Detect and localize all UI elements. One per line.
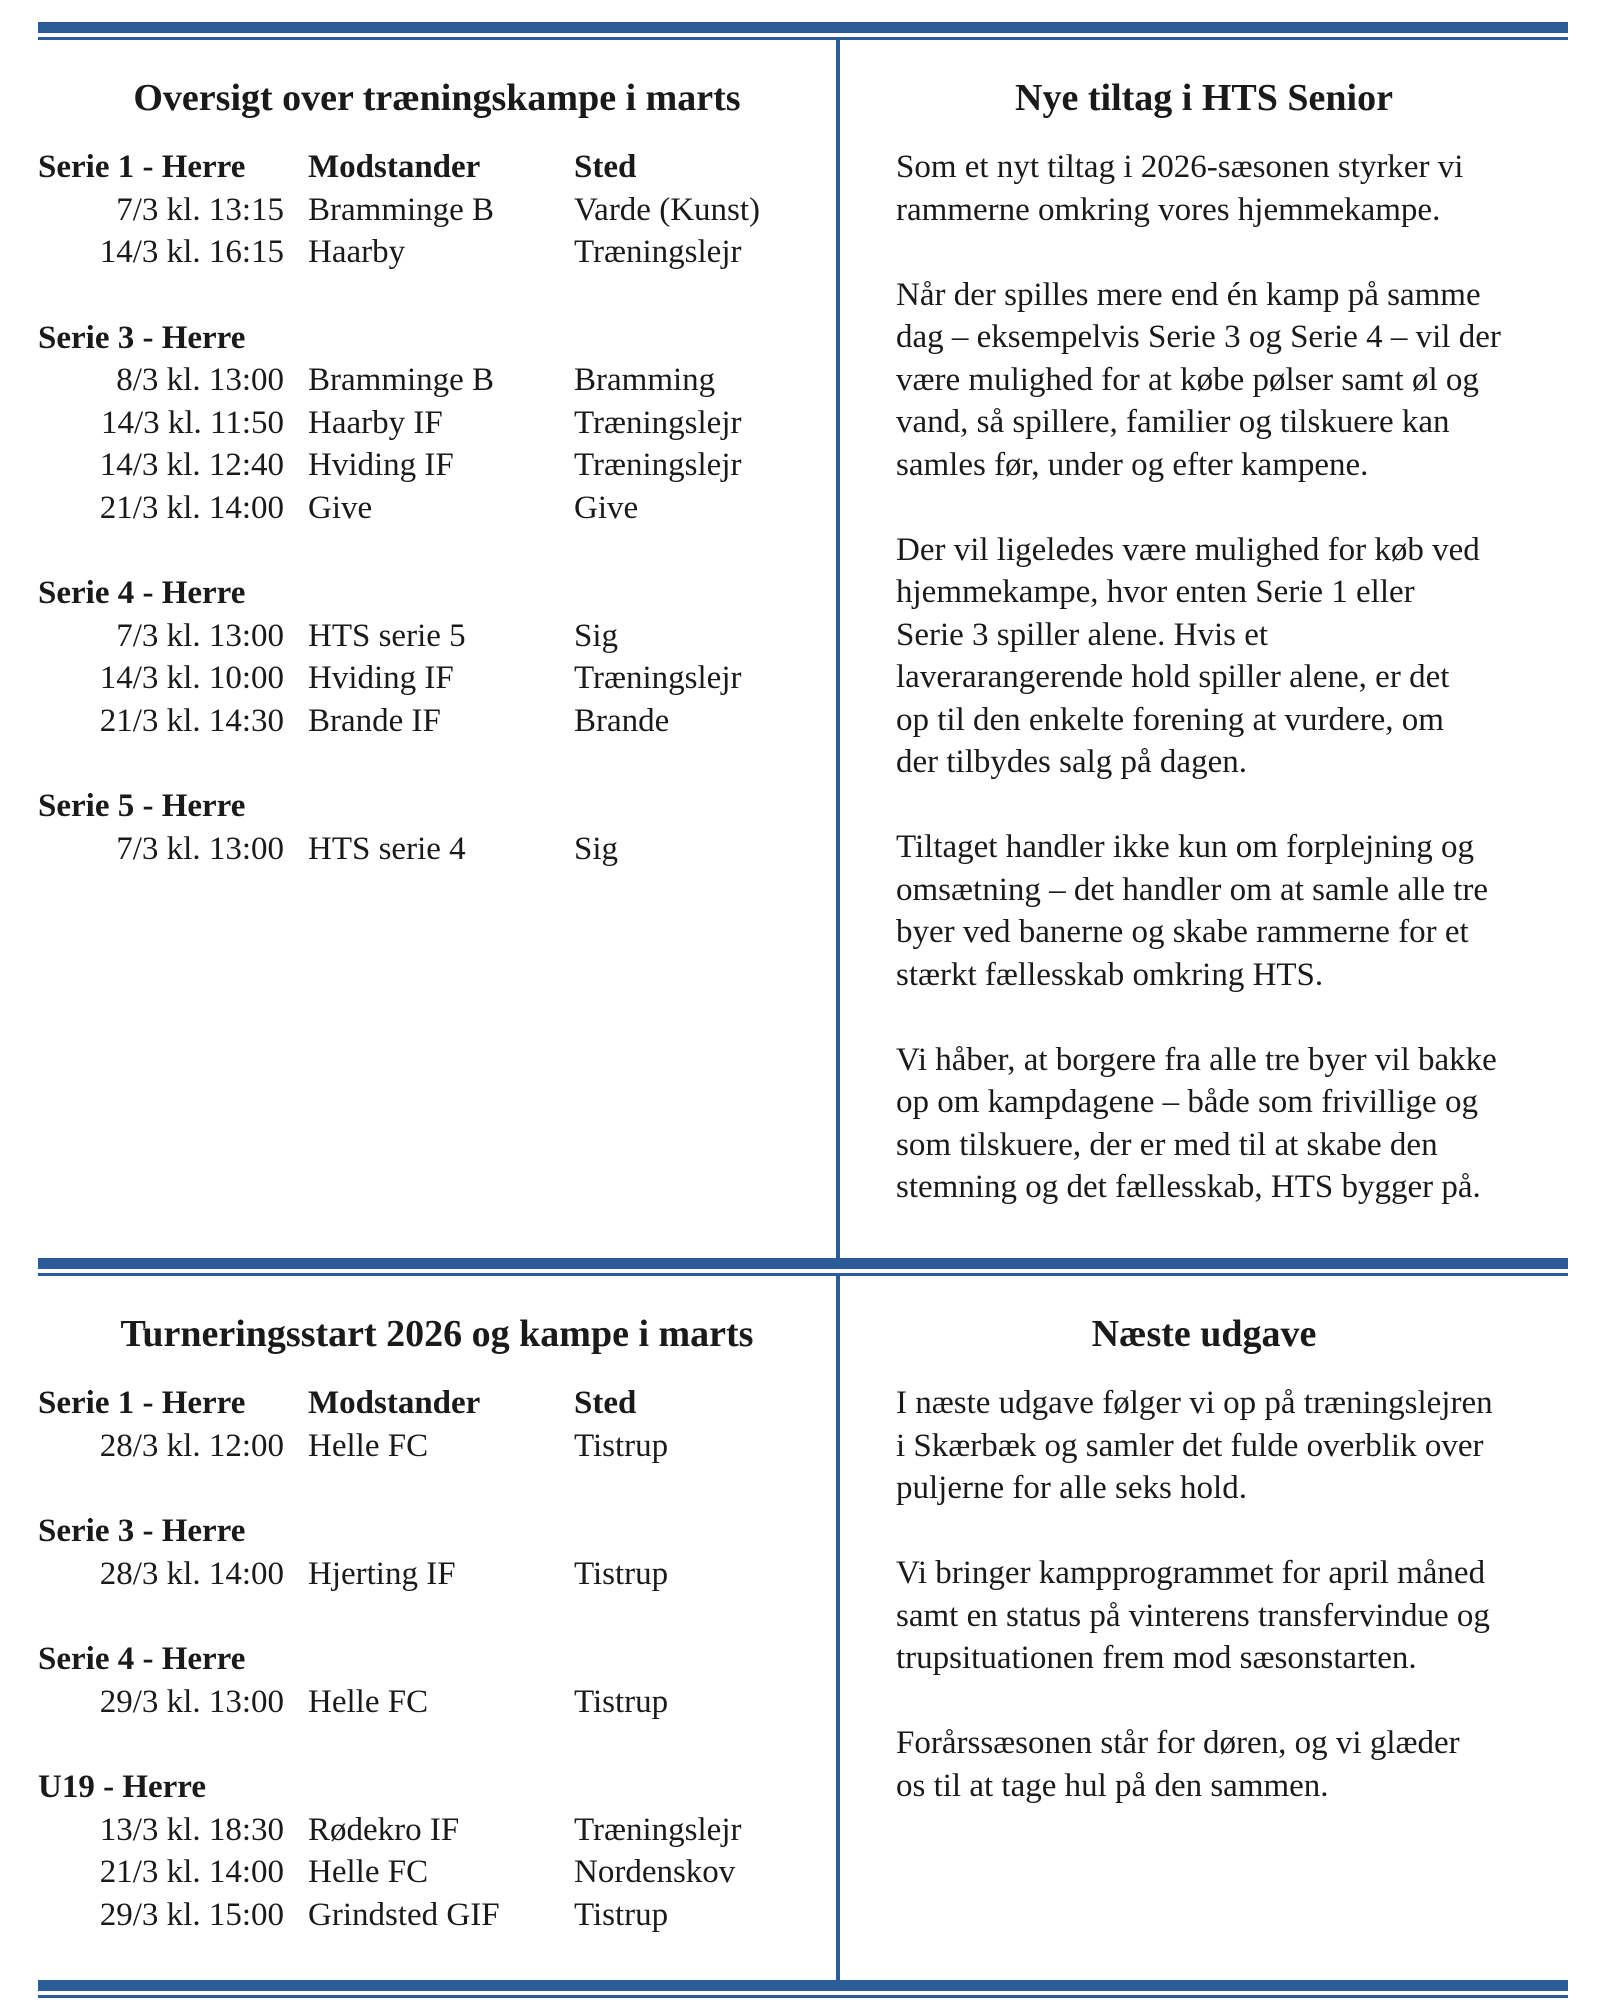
next-issue-text	[896, 1382, 1568, 1807]
match-place: Træningslejr	[574, 447, 742, 483]
match-place: Varde (Kunst)	[574, 191, 761, 228]
match-opponent: Grindsted GIF	[308, 1896, 500, 1933]
column-header-place: Sted	[574, 149, 637, 185]
match-place: Give	[574, 489, 639, 526]
match-place: Bramming	[574, 362, 716, 398]
training-title: Oversigt over træningskampe i marts	[133, 77, 741, 119]
match-place: Brande	[574, 702, 670, 739]
header-row	[38, 1382, 836, 1425]
text-line: Forårssæsonen står for døren, og vi glæder	[896, 1725, 1460, 1761]
match-time: 21/3 kl. 14:00	[99, 1854, 284, 1890]
match-row	[38, 189, 836, 232]
text-line: Der vil ligeledes være mulighed for køb ved	[896, 531, 1480, 568]
top-divider	[38, 22, 1568, 40]
match-opponent: Bramminge B	[308, 362, 495, 398]
match-row	[38, 615, 836, 658]
match-opponent: Haarby IF	[308, 404, 443, 441]
initiatives-title: Nye tiltag i HTS Senior	[1015, 77, 1393, 119]
group-gap	[38, 529, 836, 572]
tournament-schedule	[38, 1382, 836, 1936]
match-row	[38, 1894, 836, 1937]
text-line: hjemmekampe, hvor enten Serie 1 eller	[896, 574, 1415, 610]
text-line: samles før, under og efter kampene.	[896, 446, 1369, 483]
text-line: os til at tage hul på den sammen.	[896, 1767, 1329, 1804]
match-row	[38, 1553, 836, 1596]
paragraph	[896, 1722, 1568, 1807]
match-time: 13/3 kl. 18:30	[99, 1811, 284, 1848]
middle-divider	[38, 1258, 1568, 1276]
group-title: Serie 1 - Herre	[38, 1385, 246, 1421]
match-opponent: Haarby	[308, 234, 406, 270]
match-time: 28/3 kl. 12:00	[99, 1427, 284, 1464]
match-opponent: Brande IF	[308, 702, 441, 739]
group-gap	[38, 742, 836, 785]
text-line: stærkt fællesskab omkring HTS.	[896, 956, 1324, 993]
text-line: vand, så spillere, familier og tilskuere kan	[896, 404, 1450, 440]
match-opponent: Helle FC	[308, 1854, 429, 1890]
group-title: Serie 5 - Herre	[38, 788, 246, 824]
match-row	[38, 1809, 836, 1852]
match-row	[38, 444, 836, 487]
match-opponent: HTS serie 5	[308, 617, 466, 654]
match-opponent: Bramminge B	[308, 191, 495, 228]
paragraph	[896, 1552, 1568, 1680]
text-line: Vi bringer kampprogrammet for april måned	[896, 1555, 1486, 1591]
match-time: 14/3 kl. 12:40	[99, 447, 284, 483]
match-time: 29/3 kl. 13:00	[99, 1683, 284, 1720]
paragraph	[896, 274, 1568, 487]
tournament-panel	[38, 1276, 836, 1936]
match-time: 21/3 kl. 14:30	[99, 702, 284, 739]
group-gap	[38, 1595, 836, 1638]
group-title: Serie 4 - Herre	[38, 575, 246, 611]
text-line: i Skærbæk og samler det fulde overblik over	[896, 1427, 1484, 1464]
match-row	[38, 1681, 836, 1724]
match-row	[38, 1851, 836, 1894]
text-line: stemning og det fællesskab, HTS bygger på.	[896, 1169, 1481, 1205]
text-line: Vi håber, at borgere fra alle tre byer vil bakke	[896, 1041, 1497, 1078]
group-title: U19 - Herre	[38, 1769, 206, 1805]
match-time: 7/3 kl. 13:00	[116, 830, 284, 867]
match-place: Tistrup	[574, 1683, 669, 1720]
match-row	[38, 657, 836, 700]
text-line: byer ved banerne og skabe rammerne for et	[896, 914, 1469, 950]
match-row	[38, 487, 836, 530]
match-time: 28/3 kl. 14:00	[99, 1555, 284, 1592]
text-line: op om kampdagene – både som frivillige og	[896, 1084, 1478, 1120]
text-line: op til den enkelte forening at vurdere, om	[896, 701, 1444, 738]
match-place: Træningslejr	[574, 1811, 742, 1848]
match-place: Sig	[574, 830, 619, 867]
text-line: Serie 3 spiller alene. Hvis et	[896, 616, 1269, 653]
match-row	[38, 700, 836, 743]
match-opponent: Helle FC	[308, 1427, 429, 1464]
match-row	[38, 402, 836, 445]
group-gap	[38, 274, 836, 317]
paragraph	[896, 1039, 1568, 1209]
text-line: omsætning – det handler om at samle alle tre	[896, 871, 1489, 908]
next-issue-panel	[840, 1276, 1568, 1850]
group-title: Serie 1 - Herre	[38, 149, 246, 185]
bottom-divider	[38, 1980, 1568, 1998]
match-opponent: Hviding IF	[308, 660, 454, 696]
group-title: Serie 3 - Herre	[38, 319, 246, 356]
column-header-opponent: Modstander	[308, 1385, 481, 1421]
match-opponent: Give	[308, 489, 373, 526]
match-place: Tistrup	[574, 1555, 669, 1592]
text-line: rammerne omkring vores hjemmekampe.	[896, 191, 1441, 228]
text-line: være mulighed for at købe pølser samt øl og	[896, 361, 1479, 398]
match-place: Nordenskov	[574, 1854, 736, 1890]
match-row	[38, 1425, 836, 1468]
match-place: Tistrup	[574, 1427, 669, 1464]
paragraph	[896, 146, 1568, 231]
group-title: Serie 3 - Herre	[38, 1513, 246, 1549]
text-line: der tilbydes salg på dagen.	[896, 744, 1247, 780]
text-line: trupsituationen frem mod sæsonstarten.	[896, 1640, 1417, 1676]
match-row	[38, 828, 836, 871]
next-issue-title: Næste udgave	[1091, 1313, 1317, 1355]
paragraph	[896, 529, 1568, 784]
text-line: Når der spilles mere end én kamp på samme	[896, 276, 1481, 313]
text-line: I næste udgave følger vi op på træningslejren	[896, 1385, 1493, 1421]
match-opponent: Helle FC	[308, 1683, 429, 1720]
text-line: puljerne for alle seks hold.	[896, 1470, 1247, 1506]
match-place: Tistrup	[574, 1896, 669, 1933]
text-line: dag – eksempelvis Serie 3 og Serie 4 – vil der	[896, 319, 1501, 355]
match-time: 7/3 kl. 13:00	[116, 617, 284, 654]
match-opponent: Hjerting IF	[308, 1555, 456, 1592]
training-matches-panel	[38, 40, 836, 870]
match-time: 21/3 kl. 14:00	[99, 489, 284, 526]
match-opponent: Rødekro IF	[308, 1811, 460, 1848]
column-header-opponent: Modstander	[308, 149, 481, 185]
text-line: samt en status på vinterens transfervindue og	[896, 1597, 1490, 1634]
match-place: Sig	[574, 617, 619, 654]
match-time: 14/3 kl. 16:15	[99, 234, 284, 270]
match-opponent: HTS serie 4	[308, 830, 466, 867]
tournament-title: Turneringsstart 2026 og kampe i marts	[120, 1313, 754, 1355]
match-time: 8/3 kl. 13:00	[116, 362, 284, 398]
text-line: som tilskuere, der er med til at skabe den	[896, 1126, 1438, 1163]
match-time: 14/3 kl. 10:00	[99, 660, 284, 696]
match-time: 7/3 kl. 13:15	[116, 191, 284, 228]
match-row	[38, 359, 836, 402]
match-row	[38, 231, 836, 274]
text-line: Tiltaget handler ikke kun om forplejning og	[896, 829, 1475, 865]
group-gap	[38, 1723, 836, 1766]
initiatives-text	[896, 146, 1568, 1209]
paragraph	[896, 826, 1568, 996]
match-opponent: Hviding IF	[308, 447, 454, 483]
match-place: Træningslejr	[574, 660, 742, 696]
match-place: Træningslejr	[574, 404, 742, 441]
group-title: Serie 4 - Herre	[38, 1641, 246, 1677]
initiatives-panel	[840, 40, 1568, 1251]
training-schedule	[38, 146, 836, 870]
match-time: 29/3 kl. 15:00	[99, 1896, 284, 1933]
match-place: Træningslejr	[574, 234, 742, 270]
text-line: laverarangerende hold spiller alene, er det	[896, 659, 1450, 695]
column-header-place: Sted	[574, 1385, 637, 1421]
text-line: Som et nyt tiltag i 2026-sæsonen styrker vi	[896, 149, 1464, 185]
match-time: 14/3 kl. 11:50	[100, 404, 284, 441]
group-gap	[38, 1467, 836, 1510]
header-row	[38, 146, 836, 189]
paragraph	[896, 1382, 1568, 1510]
